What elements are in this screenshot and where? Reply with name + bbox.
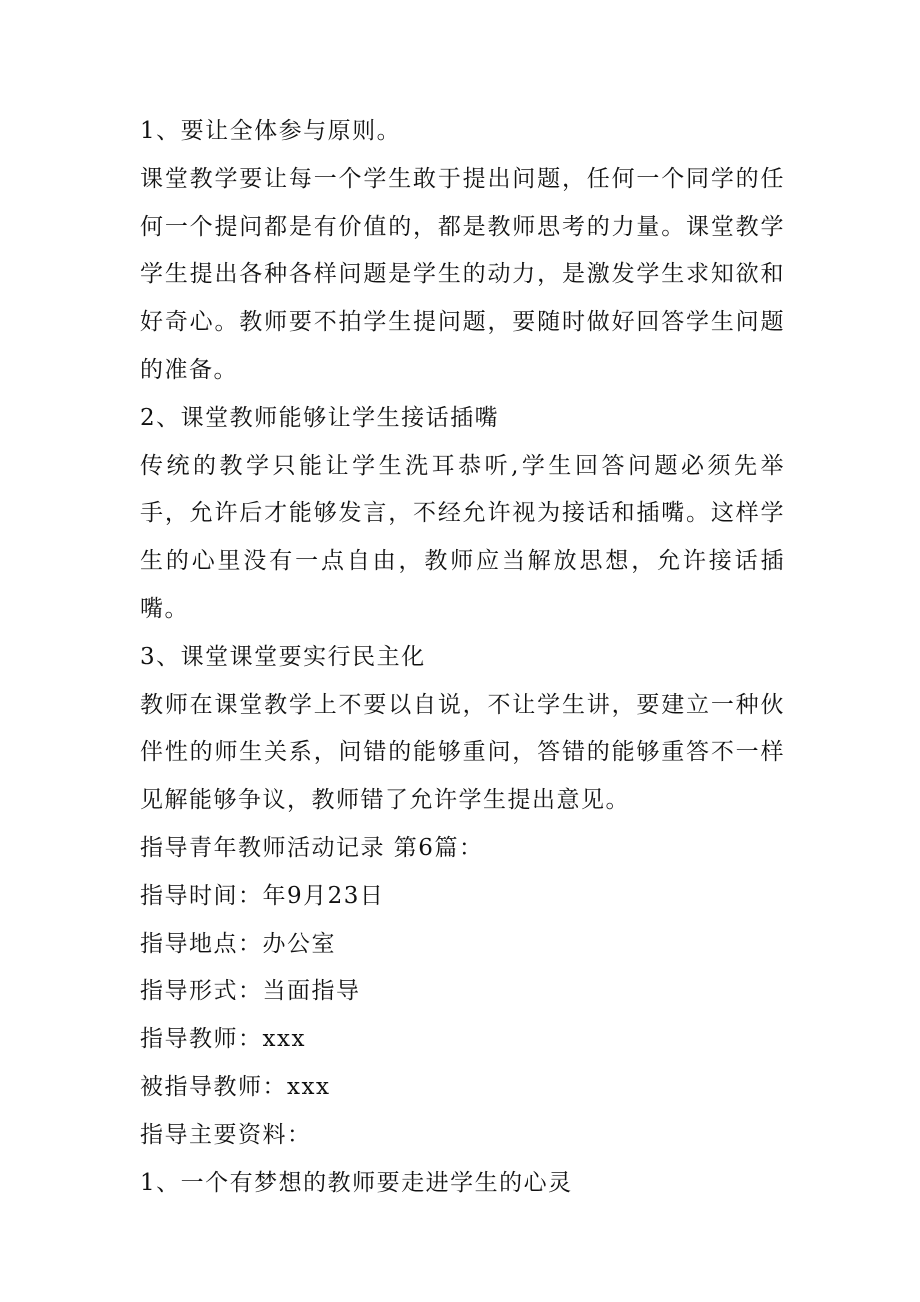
paragraph-participation: 课堂教学要让每一个学生敢于提出问题，任何一个同学的任何一个提问都是有价值的，都是教师思考的力量。课堂教学学生提出各种各样问题是学生的动力，是激发学生求知欲和好奇心。教师要不拍学生提问题，要随时做好回答学生问题的准备。 [140,165,785,383]
record-location: 指导地点：办公室 [140,930,336,957]
record-time: 指导时间：年9月23日 [140,882,385,909]
section-heading-democracy: 3、课堂课堂要实行民主化 [140,643,426,670]
record-format: 指导形式：当面指导 [140,978,361,1005]
paragraph-interjection: 传统的教学只能让学生洗耳恭听,学生回答问题必须先举手，允许后才能够发言，不经允许视为接话和插嘴。这样学生的心里没有一点自由，教师应当解放思想，允许接话插嘴。 [140,452,785,622]
section-heading-participation: 1、要让全体参与原则。 [140,118,402,144]
record-main-content-label: 指导主要资料： [140,1121,312,1148]
record-title: 指导青年教师活动记录 第6篇： [140,834,484,861]
paragraph-democracy: 教师在课堂教学上不要以自说，不让学生讲，要建立一种伙伴性的师生关系，问错的能够重问，答错的能够重答不一样见解能够争议，教师错了允许学生提出意见。 [140,691,785,814]
document-page [140,108,785,1207]
record-mentee: 被指导教师：xxx [140,1073,331,1100]
section-heading-interjection: 2、课堂教师能够让学生接话插嘴 [140,404,500,431]
section-heading-dream-teacher: 1、一个有梦想的教师要走进学生的心灵 [140,1169,573,1196]
record-mentor: 指导教师：xxx [140,1026,306,1053]
